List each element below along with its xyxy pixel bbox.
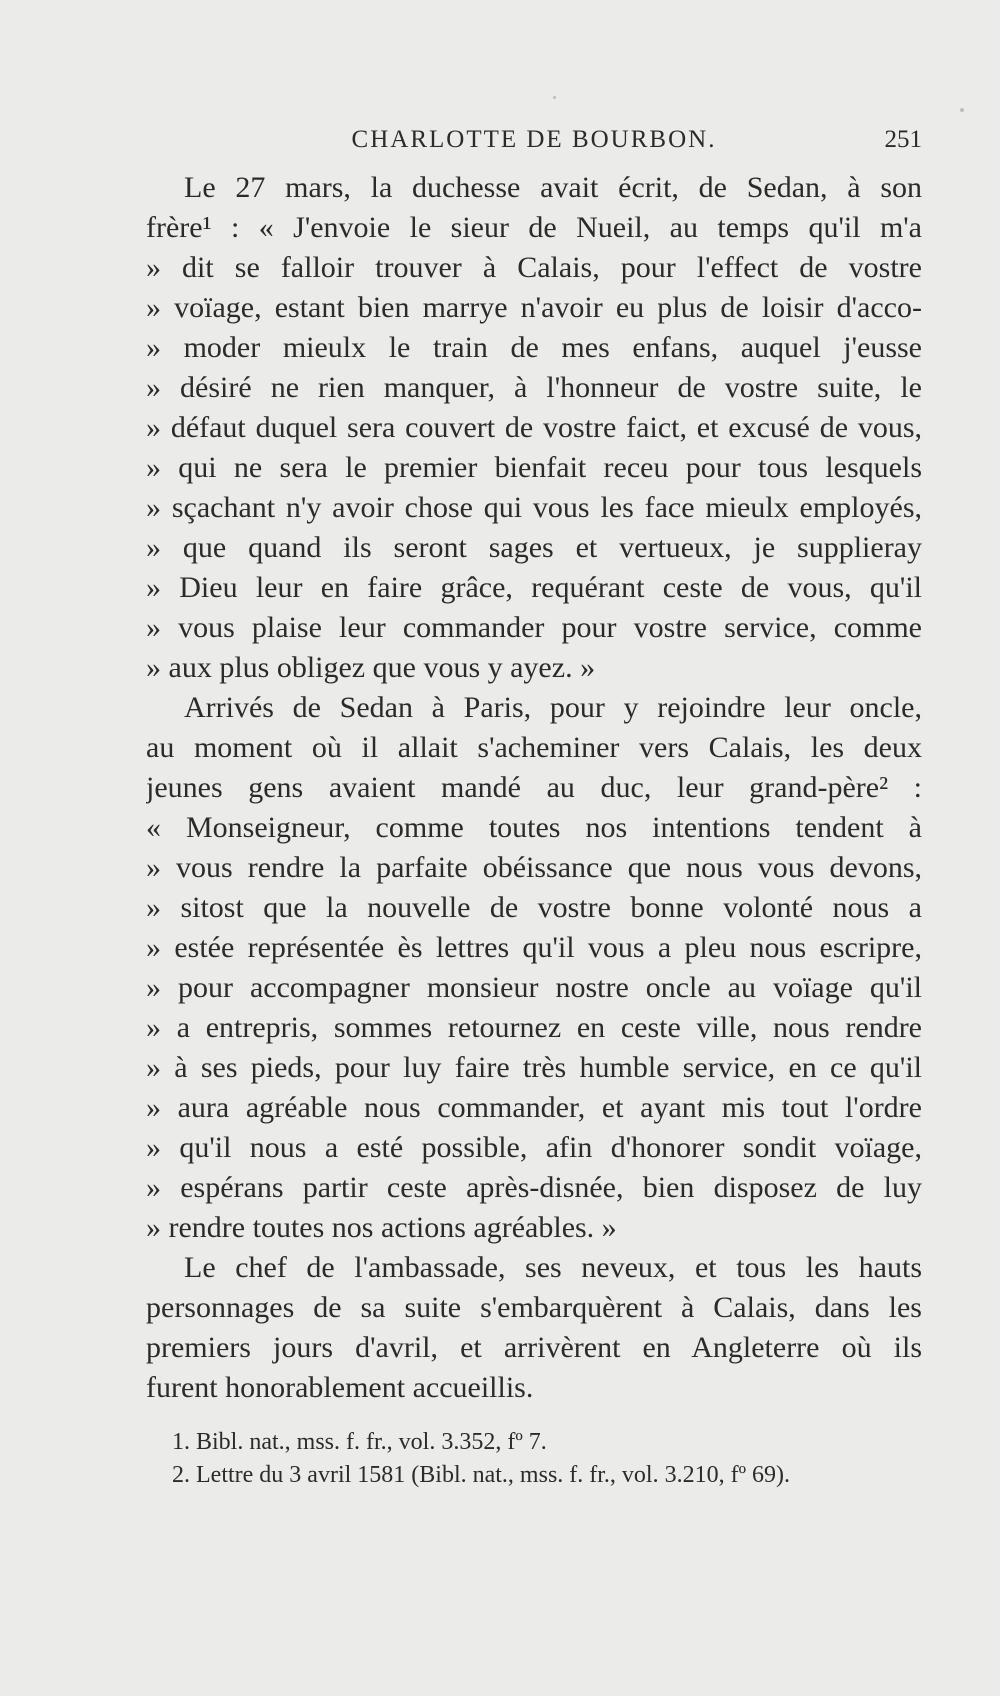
text-line: » a entrepris, sommes retournez en ceste ville, nous rendre	[146, 1011, 922, 1044]
text-line: jeunes gens avaient mandé au duc, leur grand-père² :	[146, 771, 922, 804]
text-line: » espérans partir ceste après-disnée, bien disposez de luy	[146, 1171, 922, 1204]
footnote: 2. Lettre du 3 avril 1581 (Bibl. nat., mss. f. fr., vol. 3.210, fº 69).	[172, 1462, 791, 1488]
page-header	[146, 120, 922, 160]
running-title: CHARLOTTE DE BOURBON.	[351, 126, 717, 153]
text-line: » estée représentée ès lettres qu'il vous a pleu nous escripre,	[146, 931, 922, 964]
text-line: » qui ne sera le premier bienfait receu pour tous lesquels	[146, 451, 922, 484]
text-line: au moment où il allait s'acheminer vers Calais, les deux	[146, 731, 922, 764]
footnote: 1. Bibl. nat., mss. f. fr., vol. 3.352, fº 7.	[172, 1429, 547, 1455]
text-line: furent honorablement accueillis.	[146, 1371, 534, 1404]
paper-speck	[960, 108, 964, 112]
footnotes	[172, 1426, 912, 1492]
text-line: » sitost que la nouvelle de vostre bonne volonté nous a	[146, 891, 922, 924]
text-line: » moder mieulx le train de mes enfans, auquel j'eusse	[146, 331, 922, 364]
text-line: » Dieu leur en faire grâce, requérant ceste de vous, qu'il	[146, 571, 922, 604]
text-line: » qu'il nous a esté possible, afin d'honorer sondit voïage,	[146, 1131, 922, 1164]
text-line: » vous plaise leur commander pour vostre service, comme	[146, 611, 922, 644]
text-line: « Monseigneur, comme toutes nos intentions tendent à	[146, 811, 922, 844]
text-line: » vous rendre la parfaite obéissance que nous vous devons,	[146, 851, 922, 884]
text-line: » sçachant n'y avoir chose qui vous les face mieulx employés,	[146, 491, 922, 524]
text-line: » désiré ne rien manquer, à l'honneur de vostre suite, le	[146, 371, 922, 404]
paper-speck	[553, 96, 556, 99]
text-line: premiers jours d'avril, et arrivèrent en Angleterre où ils	[146, 1331, 922, 1364]
text-line: Le 27 mars, la duchesse avait écrit, de Sedan, à son	[184, 171, 922, 204]
text-line: » aura agréable nous commander, et ayant mis tout l'ordre	[146, 1091, 922, 1124]
text-line: » rendre toutes nos actions agréables. »	[146, 1211, 617, 1244]
text-line: » pour accompagner monsieur nostre oncle au voïage qu'il	[146, 971, 922, 1004]
text-line: » que quand ils seront sages et vertueux, je supplieray	[146, 531, 922, 564]
text-line: frère¹ : « J'envoie le sieur de Nueil, au temps qu'il m'a	[146, 211, 922, 244]
text-line: Le chef de l'ambassade, ses neveux, et tous les hauts	[184, 1251, 922, 1284]
text-line: » aux plus obligez que vous y ayez. »	[146, 651, 596, 684]
text-line: » défaut duquel sera couvert de vostre faict, et excusé de vous,	[146, 411, 922, 444]
text-line: Arrivés de Sedan à Paris, pour y rejoindre leur oncle,	[184, 691, 922, 724]
text-line: » voïage, estant bien marrye n'avoir eu plus de loisir d'acco-	[146, 291, 922, 324]
text-line: personnages de sa suite s'embarquèrent à Calais, dans les	[146, 1291, 922, 1324]
text-line: » à ses pieds, pour luy faire très humble service, en ce qu'il	[146, 1051, 922, 1084]
page-number: 251	[884, 126, 922, 153]
body-text	[146, 168, 922, 1408]
text-line: » dit se falloir trouver à Calais, pour l'effect de vostre	[146, 251, 922, 284]
